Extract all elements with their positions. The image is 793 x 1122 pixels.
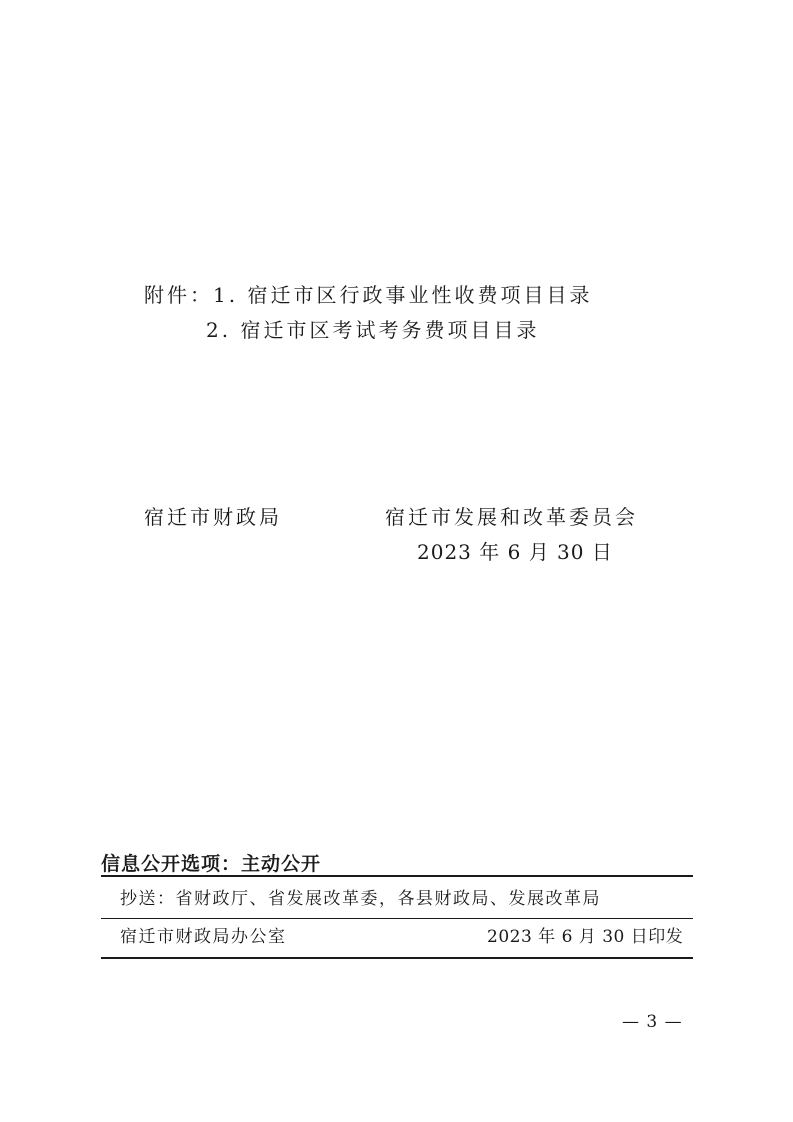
attachment-1-title: 宿迁市区行政事业性收费项目目录 [247, 283, 593, 307]
footer-rule-top [101, 875, 693, 877]
attachment-2-title: 宿迁市区考试考务费项目目录 [240, 318, 540, 342]
issue-date: 2023 年 6 月 30 日 [417, 540, 613, 564]
attachment-1-number: 1. [213, 283, 239, 307]
issuer-left: 宿迁市财政局 [144, 505, 282, 529]
issuer-right: 宿迁市发展和改革委员会 [385, 505, 638, 529]
cc-line: 抄送：省财政厅、省发展改革委，各县财政局、发展改革局 [120, 889, 601, 909]
issuing-office: 宿迁市财政局办公室 [120, 927, 287, 947]
footer-rule-bottom [101, 957, 693, 959]
footer-rule-middle [101, 918, 693, 919]
disclosure-option: 信息公开选项：主动公开 [101, 853, 322, 875]
print-date: 2023 年 6 月 30 日印发 [487, 927, 684, 947]
attachments-line-1 [144, 285, 592, 305]
attachment-2-number: 2. [206, 318, 232, 342]
attachments-label: 附件： [144, 283, 213, 307]
attachments-line-2 [206, 320, 539, 340]
page-number: — 3 — [622, 1012, 683, 1032]
